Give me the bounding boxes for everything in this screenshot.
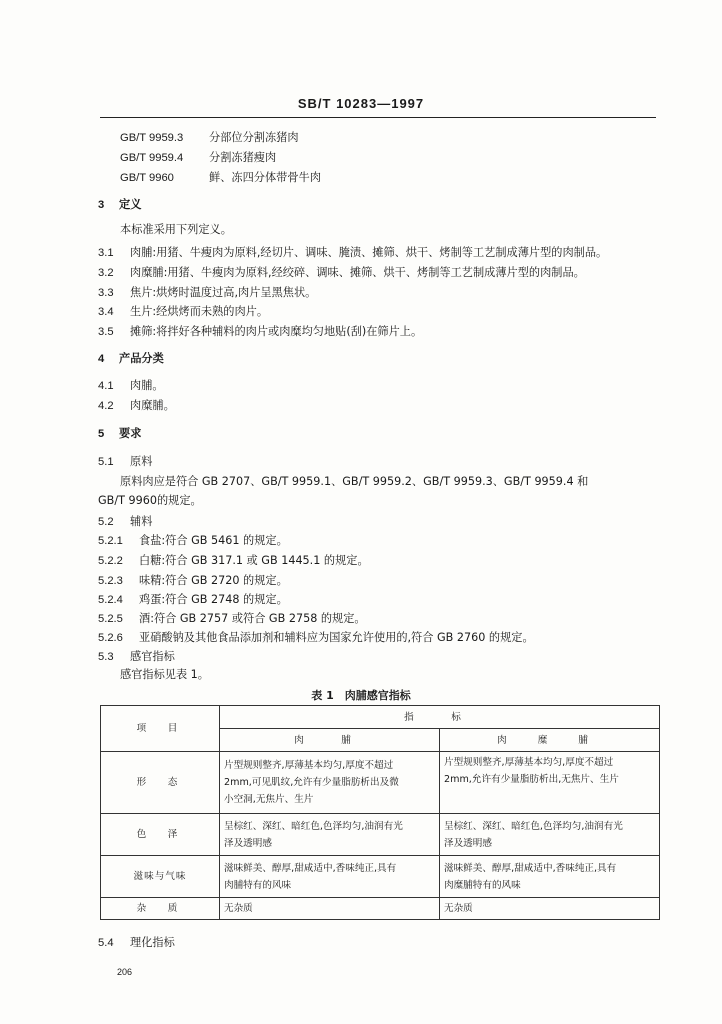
definition-item: 3.3 焦片:烘烤时温度过高,肉片呈黑焦状。 <box>98 286 317 299</box>
table-cell: 呈棕红、深红、暗红色,色泽均匀,油润有光 泽及透明感 <box>440 814 660 856</box>
standard-code-header: SB/T 10283—1997 <box>297 96 425 111</box>
section-heading: 3 定义 <box>98 198 142 211</box>
ingredient-item: 5.2.3 味精:符合 GB 2720 的规定。 <box>98 574 288 587</box>
table-cell: 呈棕红、深红、暗红色,色泽均匀,油润有光 泽及透明感 <box>220 814 440 856</box>
definition-item: 3.2 肉糜脯:用猪、牛瘦肉为原料,经绞碎、调味、摊筛、烘干、烤制等工艺制成薄片型的肉制品。 <box>98 266 585 279</box>
table-cell: 无杂质 <box>220 898 440 920</box>
classification-item: 4.2 肉糜脯。 <box>98 399 175 412</box>
body-paragraph: GB/T 9960的规定。 <box>98 494 202 507</box>
row-label: 色 泽 <box>101 814 220 856</box>
row-label: 杂 质 <box>101 898 220 920</box>
section-intro: 本标准采用下列定义。 <box>120 223 232 236</box>
ingredient-item: 5.2.1 食盐:符合 GB 5461 的规定。 <box>98 534 288 547</box>
definition-item: 3.5 摊筛:将拌好各种辅料的肉片或肉糜均匀地贴(刮)在筛片上。 <box>98 325 423 338</box>
table-row <box>101 814 660 856</box>
table-cell: 滋味鲜美、醇厚,甜咸适中,香味纯正,具有 肉脯特有的风味 <box>220 856 440 898</box>
ingredient-item: 5.2.5 酒:符合 GB 2757 或符合 GB 2758 的规定。 <box>98 612 366 625</box>
table-cell: 片型规则整齐,厚薄基本均匀,厚度不超过 2mm,可见肌纹,允许有少量脂肪析出及微 小空洞,无焦片、生片 <box>220 752 440 814</box>
body-paragraph: 原料肉应是符合 GB 2707、GB/T 9959.1、GB/T 9959.2、GB/T 9959.3、GB/T 9959.4 和 <box>120 475 589 488</box>
ingredient-item: 5.2.2 白糖:符合 GB 317.1 或 GB 1445.1 的规定。 <box>98 554 369 567</box>
table-cell: 滋味鲜美、醇厚,甜咸适中,香味纯正,具有 肉糜脯特有的风味 <box>440 856 660 898</box>
definition-item: 3.1 肉脯:用猪、牛瘦肉为原料,经切片、调味、腌渍、摊筛、烘干、烤制等工艺制成薄片型的肉制品。 <box>98 246 608 259</box>
section-heading: 4 产品分类 <box>98 352 164 365</box>
classification-item: 4.1 肉脯。 <box>98 379 164 392</box>
row-label: 滋味与气味 <box>101 856 220 898</box>
column-header-meat-jerky: 肉 脯 <box>220 729 440 752</box>
sensory-index-table <box>100 705 660 920</box>
subsection-heading: 5.2 辅料 <box>98 515 153 528</box>
ingredient-item: 5.2.6 亚硝酸钠及其他食品添加剂和辅料应为国家允许使用的,符合 GB 2760 的规定。 <box>98 631 534 644</box>
column-header-item: 项 目 <box>101 706 220 752</box>
table-cell: 片型规则整齐,厚薄基本均匀,厚度不超过 2mm,允许有少量脂肪析出,无焦片、生片 <box>440 752 660 814</box>
page-number: 206 <box>117 967 133 977</box>
ref-line: GB/T 9959.3 分部位分割冻猪肉 <box>120 131 299 144</box>
definition-item: 3.4 生片:经烘烤而未熟的肉片。 <box>98 305 269 318</box>
table-row <box>101 898 660 920</box>
ingredient-item: 5.2.4 鸡蛋:符合 GB 2748 的规定。 <box>98 593 288 606</box>
table-header-row <box>101 706 660 729</box>
column-header-minced-jerky: 肉 糜 脯 <box>440 729 660 752</box>
ref-line: GB/T 9959.4 分割冻猪瘦肉 <box>120 151 277 164</box>
row-label: 形 态 <box>101 752 220 814</box>
header-rule <box>100 117 656 118</box>
ref-line: GB/T 9960 鲜、冻四分体带骨牛肉 <box>120 171 321 184</box>
table-cell: 无杂质 <box>440 898 660 920</box>
table-row <box>101 856 660 898</box>
table-caption: 表 1 肉脯感官指标 <box>311 689 411 702</box>
column-header-index: 指 标 <box>220 706 660 729</box>
subsection-heading: 5.1 原料 <box>98 455 153 468</box>
body-paragraph: 感官指标见表 1。 <box>120 668 209 681</box>
table-row <box>101 752 660 814</box>
section-heading: 5 要求 <box>98 427 142 440</box>
subsection-heading: 5.4 理化指标 <box>98 936 175 949</box>
subsection-heading: 5.3 感官指标 <box>98 650 175 663</box>
